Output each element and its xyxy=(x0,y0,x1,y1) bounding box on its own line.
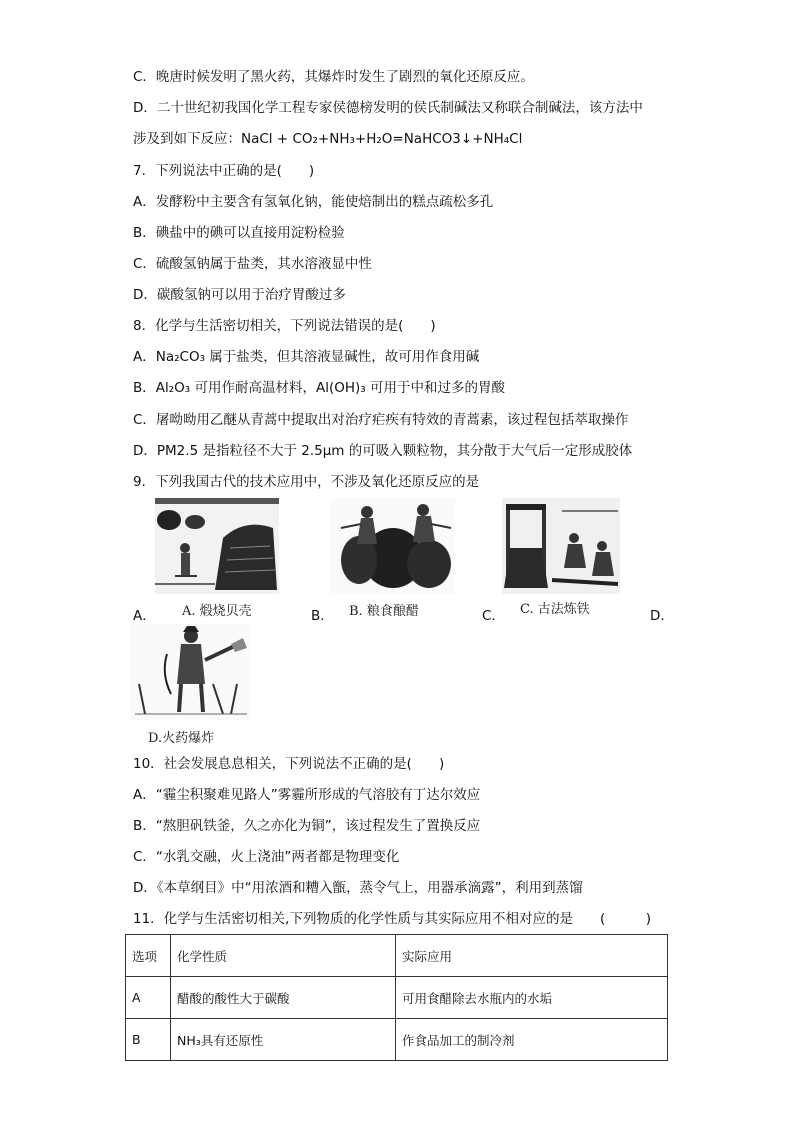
table-header-cell: 实际应用 xyxy=(396,935,668,977)
text-line: A．“霾尘积聚难见路人”雾霾所形成的气溶胶有丁达尔效应 xyxy=(133,787,481,803)
q9-option-c-caption: C. 古法炼铁 xyxy=(520,602,590,617)
text-line: C．屠呦呦用乙醚从青蒿中提取出对治疗疟疾有特效的青蒿素，该过程包括萃取操作 xyxy=(133,412,629,428)
q9-option-b-letter: B． xyxy=(311,608,334,624)
table-cell: A xyxy=(126,977,171,1019)
q9-option-b-caption: B. 粮食酿醋 xyxy=(349,604,419,619)
text-line: B．Al₂O₃ 可用作耐高温材料，Al(OH)₃ 可用于中和过多的胃酸 xyxy=(133,380,505,396)
text-line: A．Na₂CO₃ 属于盐类，但其溶液显碱性，故可用作食用碱 xyxy=(133,349,480,365)
question-9-stem: 9．下列我国古代的技术应用中，不涉及氧化还原反应的是 xyxy=(133,474,480,490)
text-line: 涉及到如下反应：NaCl + CO₂+NH₃+H₂O=NaHCO3↓+NH₄Cl xyxy=(133,131,523,147)
text-line: C．晚唐时候发明了黑火药，其爆炸时发生了剧烈的氧化还原反应。 xyxy=(133,69,534,85)
table-cell: NH₃具有还原性 xyxy=(171,1019,396,1061)
question-7-stem: 7．下列说法中正确的是( ) xyxy=(133,163,315,179)
q9-option-c-letter: C． xyxy=(482,608,505,624)
table-header-row xyxy=(126,935,668,977)
table-row xyxy=(126,977,668,1019)
table-cell: B xyxy=(126,1019,171,1061)
question-11-table xyxy=(125,934,668,1061)
text-line: C．硫酸氢钠属于盐类，其水溶液显中性 xyxy=(133,256,372,272)
text-line: D．碳酸氢钠可以用于治疗胃酸过多 xyxy=(133,287,346,303)
q9-option-a-letter: A． xyxy=(133,608,156,624)
question-10-stem: 10．社会发展息息相关，下列说法不正确的是( ) xyxy=(133,756,445,772)
ancient-iron-smelting-image xyxy=(502,498,620,594)
table-cell: 可用食醋除去水瓶内的水垢 xyxy=(396,977,668,1019)
text-line: D．《本草纲目》中“用浓酒和糟入甑，蒸令气上，用器承滴露”，利用到蒸馏 xyxy=(133,880,583,896)
text-line: B．碘盐中的碘可以直接用淀粉检验 xyxy=(133,225,345,241)
text-line: C．“水乳交融，火上浇油”两者都是物理变化 xyxy=(133,849,400,865)
table-header-cell: 化学性质 xyxy=(171,935,396,977)
table-row xyxy=(126,1019,668,1061)
brewing-vinegar-image xyxy=(331,498,455,594)
text-line: D．二十世纪初我国化学工程专家侯德榜发明的侯氏制碱法又称联合制碱法，该方法中 xyxy=(133,100,643,116)
table-cell: 作食品加工的制冷剂 xyxy=(396,1019,668,1061)
q9-option-d-letter: D． xyxy=(650,608,674,624)
question-8-stem: 8．化学与生活密切相关，下列说法错误的是( ) xyxy=(133,318,436,334)
calcining-shells-image xyxy=(155,498,279,594)
question-11-stem: 11．化学与生活密切相关,下列物质的化学性质与其实际应用不相对应的是 ( ) xyxy=(133,911,652,927)
q9-option-d-caption: D.火药爆炸 xyxy=(148,731,215,746)
text-line: A．发酵粉中主要含有氢氧化钠，能使焙制出的糕点疏松多孔 xyxy=(133,194,494,210)
text-line: B．“熬胆矾铁釜，久之亦化为铜”，该过程发生了置换反应 xyxy=(133,818,481,834)
table-cell: 醋酸的酸性大于碳酸 xyxy=(171,977,396,1019)
text-line: D．PM2.5 是指粒径不大于 2.5μm 的可吸入颗粒物，其分散于大气后一定形成胶体 xyxy=(133,443,633,459)
gunpowder-explosion-image xyxy=(131,624,251,720)
q9-option-a-caption: A. 煅烧贝壳 xyxy=(182,604,252,619)
table-header-cell: 选项 xyxy=(126,935,171,977)
